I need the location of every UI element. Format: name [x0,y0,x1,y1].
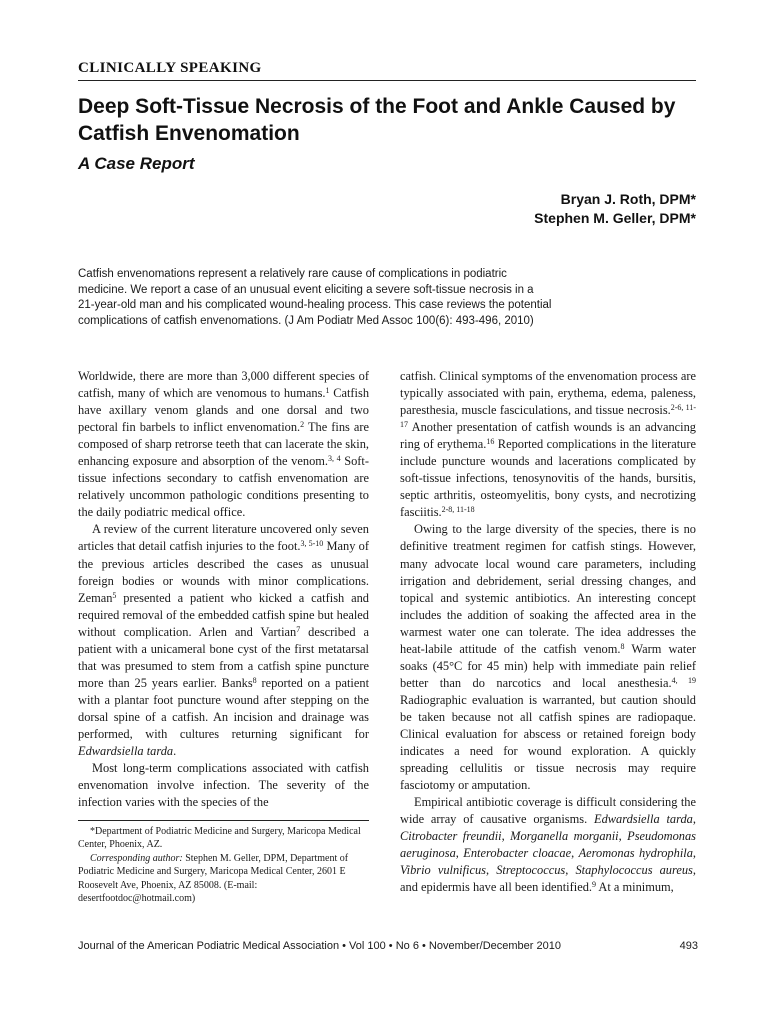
species-name: Edwardsiella tarda [78,744,174,759]
author-name: Bryan J. Roth, DPM* [560,191,696,207]
citation[interactable]: 2 [300,420,305,430]
corresponding-author-note: Corresponding author: Stephen M. Geller, DPM, Department of Podiatric Medicine and Surgery, Maricopa Medical Center, 2601 E Roosevelt Ave, Phoenix, AZ 85008. (E-mail: desertfootdoc@hotmail.com) [78,852,349,905]
article-subtitle: A Case Report [78,154,195,173]
page-number: 493 [679,940,698,952]
citation[interactable]: 2-6, 11-17 [400,403,696,430]
citation[interactable]: 9 [591,880,596,890]
body-paragraph: Most long-term complications associated with catfish envenomation involve infection. The severity of the infection varies with the species of the [78,761,369,810]
citation[interactable]: 3, 4 [328,454,341,464]
article-title: Deep Soft-Tissue Necrosis of the Foot and Ankle Caused by Catfish Envenomation [78,95,676,145]
citation[interactable]: 4, 19 [671,675,696,685]
footnotes [78,825,369,905]
body-paragraph: A review of the current literature uncovered only seven articles that detail catfish injuries to the foot.$^{3, 5-10}$ Many of the previous articles described the cases as unusual foreign bodies or wounds with minor complications. Zeman$^5$ presented a patient who kicked a catfish and required removal of the embedded catfish spine but healed without complication. Arlen and Vartian$^7$ described a patient with a unicameral bone cyst of the first metatarsal that was presumed to stem from a catfish spine puncture more than 25 years earlier. Banks$^8$ reported on a patient with a plantar foot puncture wound after stepping on the dorsal spine of a catfish. An incision and drainage was performed, with cultures returning significant for Edwardsiella tarda. [78,522,370,759]
affiliation-note: *Department of Podiatric Medicine and Surgery, Maricopa Medical Center, Phoenix, AZ. [78,826,361,851]
body-paragraph: Owing to the large diversity of the species, there is no definitive treatment regimen for catfish stings. However, many advocate local wound care parameters, including irrigation and debridement, serial dressing changes, and topical and systemic antibiotics. An interesting concept includes the addition of soaking the affected area in the warmest water one can tolerate. The idea addresses the heat-labile attitude of the catfish venom.$^8$ Warm water soaks (45°C for 45 min) help with immediate pain relief better than do narcotics and local anesthesia.$^{4, 19}$ Radiographic evaluation is warranted, but caution should be taken because not all catfish spines are radiopaque. Clinical evaluation for abscess or retained foreign body indicates a need for wound exploration. A quickly spreading cellulitis or tissue necrosis may require fasciotomy or amputation. [400,522,696,793]
citation[interactable]: 3, 5-10 [300,539,324,549]
body-paragraph: catfish. Clinical symptoms of the envenomation process are typically associated with pain, erythema, edema, paleness, paresthesia, muscle fasciculations, and tissue necrosis.$^{2-6, 11-17}$ Another presentation of catfish wounds is an advancing ring of erythema.$^{16}$ Reported complications in the literature include puncture wounds and lacerations complicated by soft-tissue infections, tenosynovitis of the hands, bursitis, septic arthritis, osteomyelitis, bony cysts, and necrotizing fasciitis.$^{2-8, 11-18}$ [400,369,696,520]
citation[interactable]: 2-8, 11-18 [441,505,475,515]
body-paragraph: Worldwide, there are more than 3,000 different species of catfish, many of which are venomous to humans.$^1$ Catfish have axillary venom glands and one dorsal and two pectoral fin barbels to inflict envenomation.$^2$ The fins are composed of sharp retrorse teeth that can lacerate the skin, enhancing exposure and absorption of the venom.$^{3, 4}$ Soft-tissue infections secondary to catfish envenomation are relatively uncommon pathologic conditions presenting to the daily podiatric medical office. [78,369,370,520]
body-column-right [400,368,696,896]
citation[interactable]: 8 [620,641,625,651]
abstract: Catfish envenomations represent a relatively rare cause of complications in podiatric medicine. We report a case of an unusual event eliciting a severe soft-tissue necrosis in a 21-year-old man and his complicated wound-healing process. This case reviews the potential complications of catfish envenomations. (J Am Podiatr Med Assoc 100(6): 493-496, 2010) [78,268,552,327]
footnote-rule [78,820,369,821]
journal-footer: Journal of the American Podiatric Medical Association • Vol 100 • No 6 • November/December 2010 [78,940,561,952]
section-label: CLINICALLY SPEAKING [78,60,262,76]
citation[interactable]: 16 [486,437,495,447]
citation[interactable]: 7 [296,624,301,634]
body-paragraph: Empirical antibiotic coverage is difficult considering the wide array of causative organisms. Edwardsiella tarda, Citrobacter freundii, Morganella morganii, Pseudomonas aeruginosa, Enterobacter cloacae, Aeromonas hydrophila, Vibrio vulnificus, Streptococcus, Staphylococcus aureus, and epidermis have all been identified.$^9$ At a minimum, [400,795,697,895]
citation[interactable]: 5 [112,590,117,600]
author-name: Stephen M. Geller, DPM* [534,210,696,226]
body-column-left [78,368,369,811]
header-rule [78,80,696,81]
citation[interactable]: 1 [325,386,330,396]
author-list [534,190,696,228]
citation[interactable]: 8 [252,675,257,685]
